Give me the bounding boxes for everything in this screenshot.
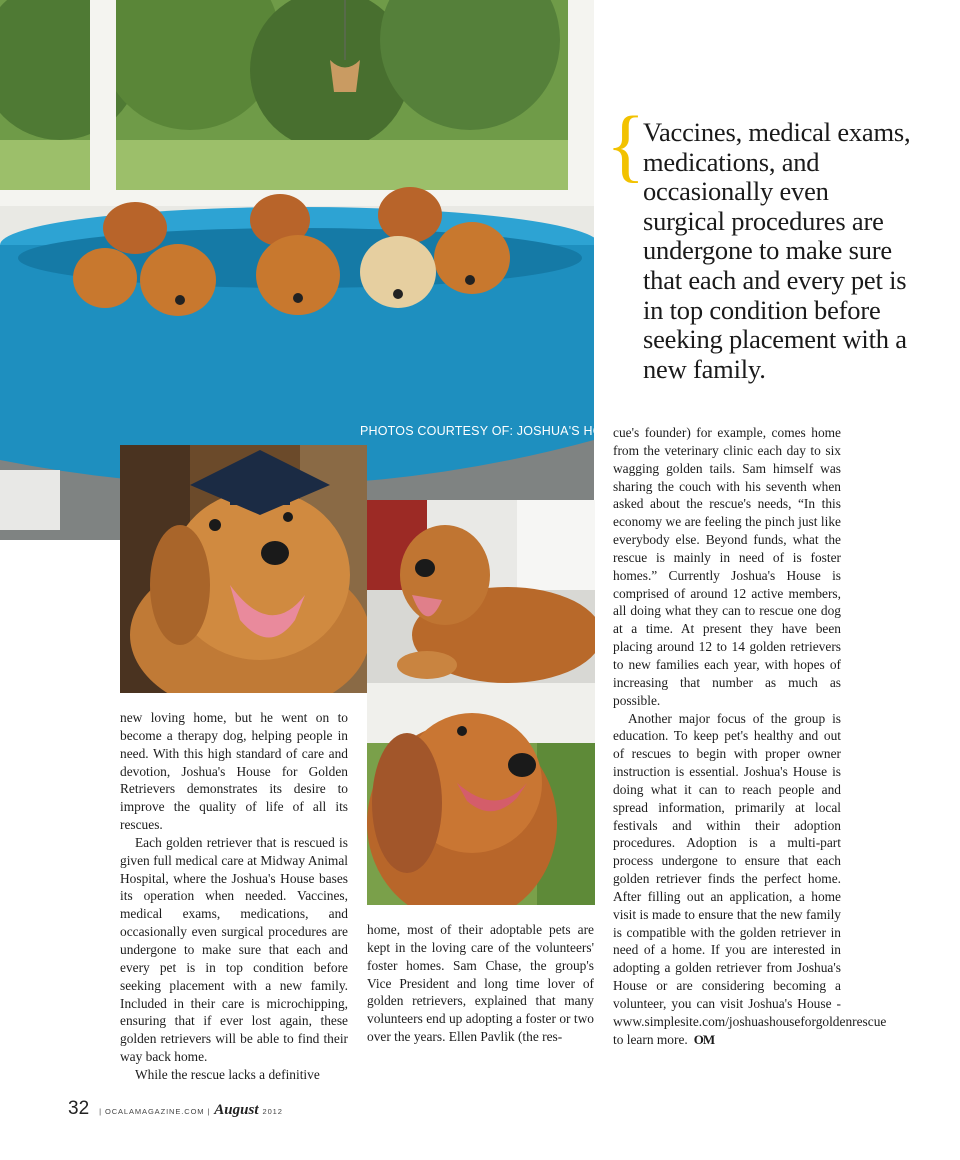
couch-dog-photo: [367, 500, 595, 683]
paragraph: [613, 710, 887, 1049]
paragraph: home, most of their adoptable pets are kept in the loving care of the volunteers' foster homes. Sam Chase, the group's Vice President and long time lover of golden retrievers, explained that many volunteers end up adopting a foster or two over the years. Ellen Pavlik (the res-: [367, 922, 594, 1045]
footer-year: 2012: [262, 1107, 283, 1116]
paragraph: While the rescue lacks a definitive: [135, 1066, 320, 1082]
end-mark: OM: [693, 1031, 715, 1047]
grass-dog-illustration: [367, 683, 595, 905]
pull-quote: [606, 99, 912, 384]
paragraph-text: Another major focus of the group is education. To keep pet's healthy and out of rescues to begin with proper owner instruction is essential. Joshua's House is doing what it can to reach people and spread information, primarily at local festivals and within their adoption procedures. Adoption is a multi-part process undergone to ensure that each golden retriever finds the perfect home. After filling out an application, a home visit is made to ensure that the new family is compatible with the golden retriever in need of a home. If you are interested in adopting a golden retriever from Joshua's House or are considering becoming a volunteer, you can visit Joshua's House - www.simplesite.com/joshuashouseforgoldenrescue to learn more.: [613, 710, 887, 1047]
photo-credit: PHOTOS COURTESY OF: JOSHUA'S HOUSE: [360, 424, 629, 438]
footer-site: | OCALAMAGAZINE.COM |: [99, 1107, 211, 1116]
quote-brace-icon: {: [606, 99, 646, 190]
paragraph: Each golden retriever that is rescued is given full medical care at Midway Animal Hospital, where the Joshua's House bases its operation when needed. Vaccines, medical exams, medications, and occasionally even surgical procedures are undergone to make sure that each and every pet is in top condition before seeking placement with a new family. Included in their care is microchipping, ensuring that if ever lost again, these golden retrievers will be able to find their way back home.: [120, 834, 348, 1065]
footer-month: August: [214, 1102, 259, 1118]
graduation-dog-illustration: [120, 445, 367, 693]
pull-quote-text: Vaccines, medical exams, medications, and occasionally even surgical procedures are undergone to make sure that each and every pet is in top condition before seeking placement with a new family.: [643, 117, 911, 384]
grass-dog-photo: [367, 683, 595, 905]
couch-dog-illustration: [367, 500, 595, 683]
paragraph: cue's founder) for example, comes home from the veterinary clinic each day to six wagging golden tails. Sam himself was sharing the couch with his seventh when asked about the rescue's needs, “In this economy we are feeling the pinch just like everybody else. Beyond funds, what the rescue is mainly in need of is foster homes.” Currently Joshua's House is comprised of around 12 active members, all doing what they can to rescue one dog at a time. At present they have been placing around 12 to 14 golden retrievers to new families each year, with hopes of increasing that number as much as possible.: [613, 425, 841, 708]
article-column-3: [613, 424, 887, 1049]
page-number: 32: [68, 1098, 90, 1119]
article-column-1: [120, 709, 348, 1084]
paragraph: new loving home, but he went on to become a therapy dog, helping people in need. With this high standard of care and devotion, Joshua's House for Golden Retrievers demonstrates its desire to improve the quality of life of all its rescues.: [120, 710, 348, 833]
graduation-dog-photo: [120, 445, 367, 693]
page-footer: [68, 1098, 283, 1122]
article-column-2: [367, 921, 594, 1046]
